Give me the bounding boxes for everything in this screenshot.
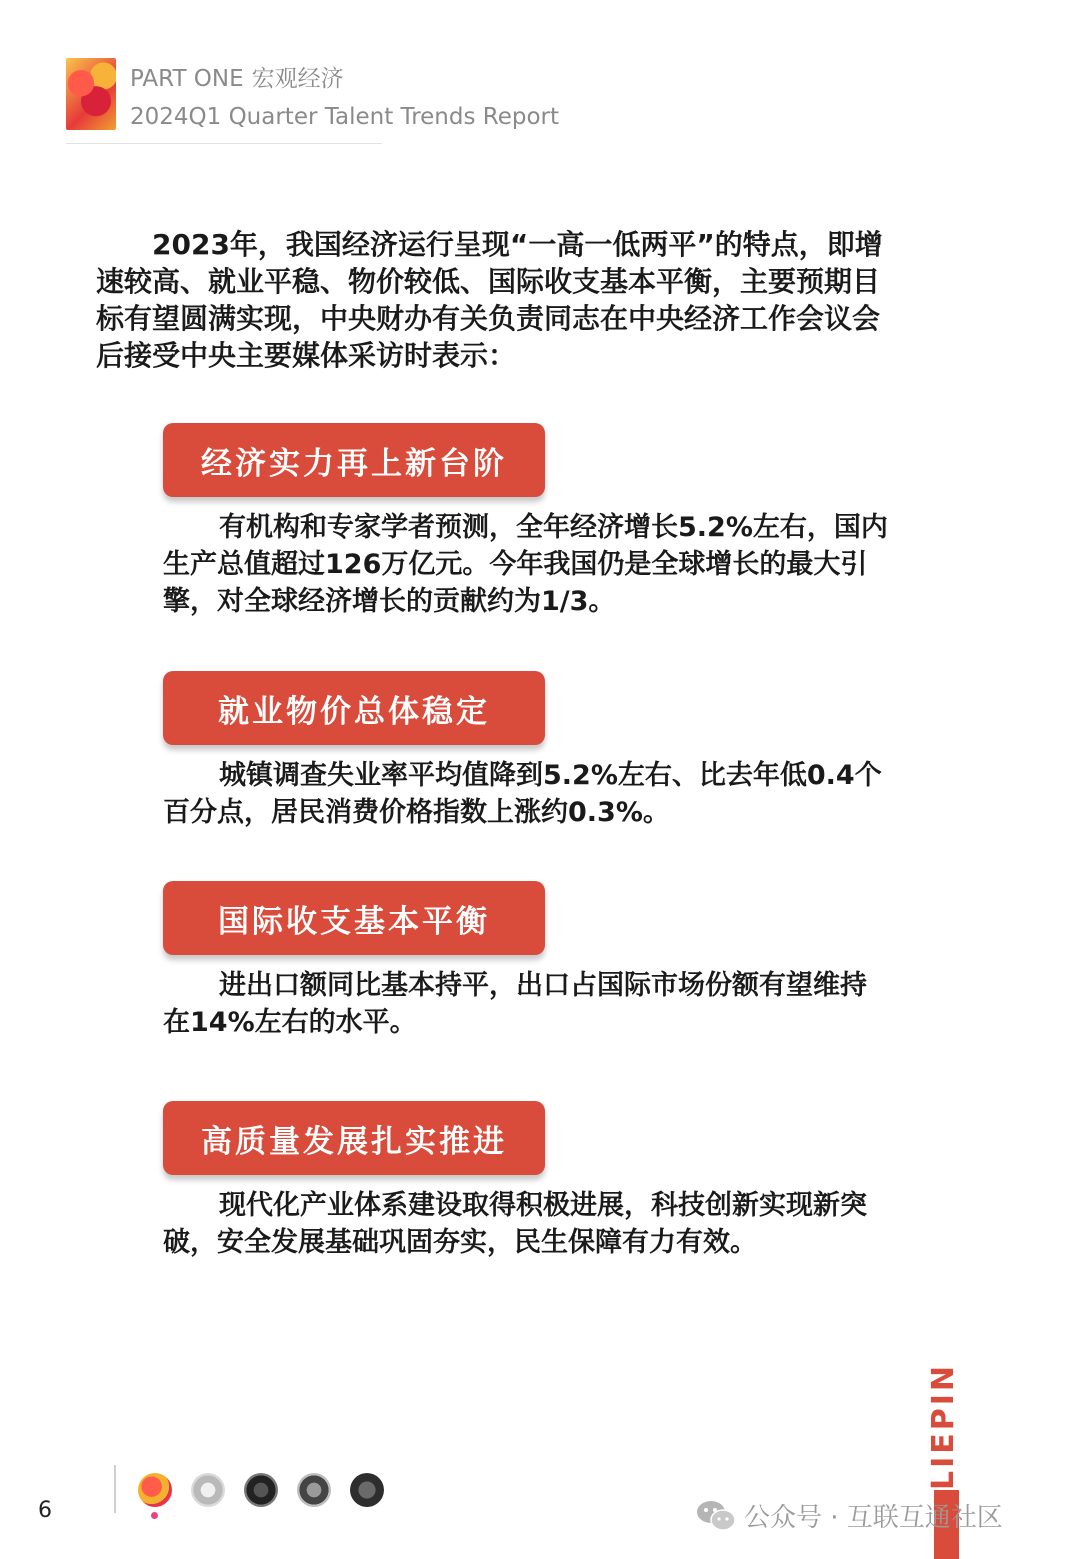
building-thumbnail[interactable] [191, 1473, 225, 1507]
liepin-brand: LIEPIN [926, 1362, 961, 1490]
cityscape-thumbnail[interactable] [244, 1473, 278, 1507]
section-thumbnails [138, 1473, 384, 1507]
section-title-pill: 就业物价总体稳定 [163, 671, 545, 745]
page-number: 6 [38, 1498, 52, 1523]
section-title-pill: 国际收支基本平衡 [163, 881, 545, 955]
page-header [66, 58, 560, 148]
part-cn-label: 宏观经济 [251, 66, 344, 92]
section-employment-prices [163, 671, 893, 831]
fruit-logo-image [66, 58, 116, 130]
active-page-dot [151, 1512, 158, 1519]
street-thumbnail[interactable] [297, 1473, 331, 1507]
intro-paragraph: 2023年，我国经济运行呈现“一高一低两平”的特点，即增速较高、就业平稳、物价较低、国际收支基本平衡，主要预期目标有望圆满实现，中央财办有关负责同志在中央经济工作会议会后接受中央主要媒体采访时表示： [96, 228, 883, 372]
section-body: 进出口额同比基本持平，出口占国际市场份额有望维持在14%左右的水平。 [163, 970, 867, 1038]
footer-divider [114, 1465, 116, 1513]
wechat-icon [696, 1499, 736, 1533]
section-balance-of-payments [163, 881, 893, 1041]
section-quality-development [163, 1101, 893, 1261]
section-body: 有机构和专家学者预测，全年经济增长5.2%左右，国内生产总值超过126万亿元。今年我国仍是全球增长的最大引擎，对全球经济增长的贡献约为1/3。 [163, 512, 888, 617]
section-economic-strength [163, 423, 893, 620]
section-body: 城镇调查失业率平均值降到5.2%左右、比去年低0.4个百分点，居民消费价格指数上涨约0.3%。 [163, 760, 882, 828]
watermark-text: 公众号 · 互联互通社区 [744, 1503, 1003, 1533]
part-label: PART ONE [130, 66, 244, 92]
section-body: 现代化产业体系建设取得积极进展，科技创新实现新突破，安全发展基础巩固夯实，民生保障有力有效。 [163, 1190, 867, 1258]
section-title-pill: 经济实力再上新台阶 [163, 423, 545, 497]
report-title: 2024Q1 Quarter Talent Trends Report [130, 104, 560, 130]
header-divider [66, 143, 382, 144]
part-label-line [130, 60, 344, 93]
section-title-pill: 高质量发展扎实推进 [163, 1101, 545, 1175]
fruit-thumbnail[interactable] [138, 1473, 172, 1507]
dark-thumbnail[interactable] [350, 1473, 384, 1507]
wechat-watermark [696, 1497, 1003, 1534]
